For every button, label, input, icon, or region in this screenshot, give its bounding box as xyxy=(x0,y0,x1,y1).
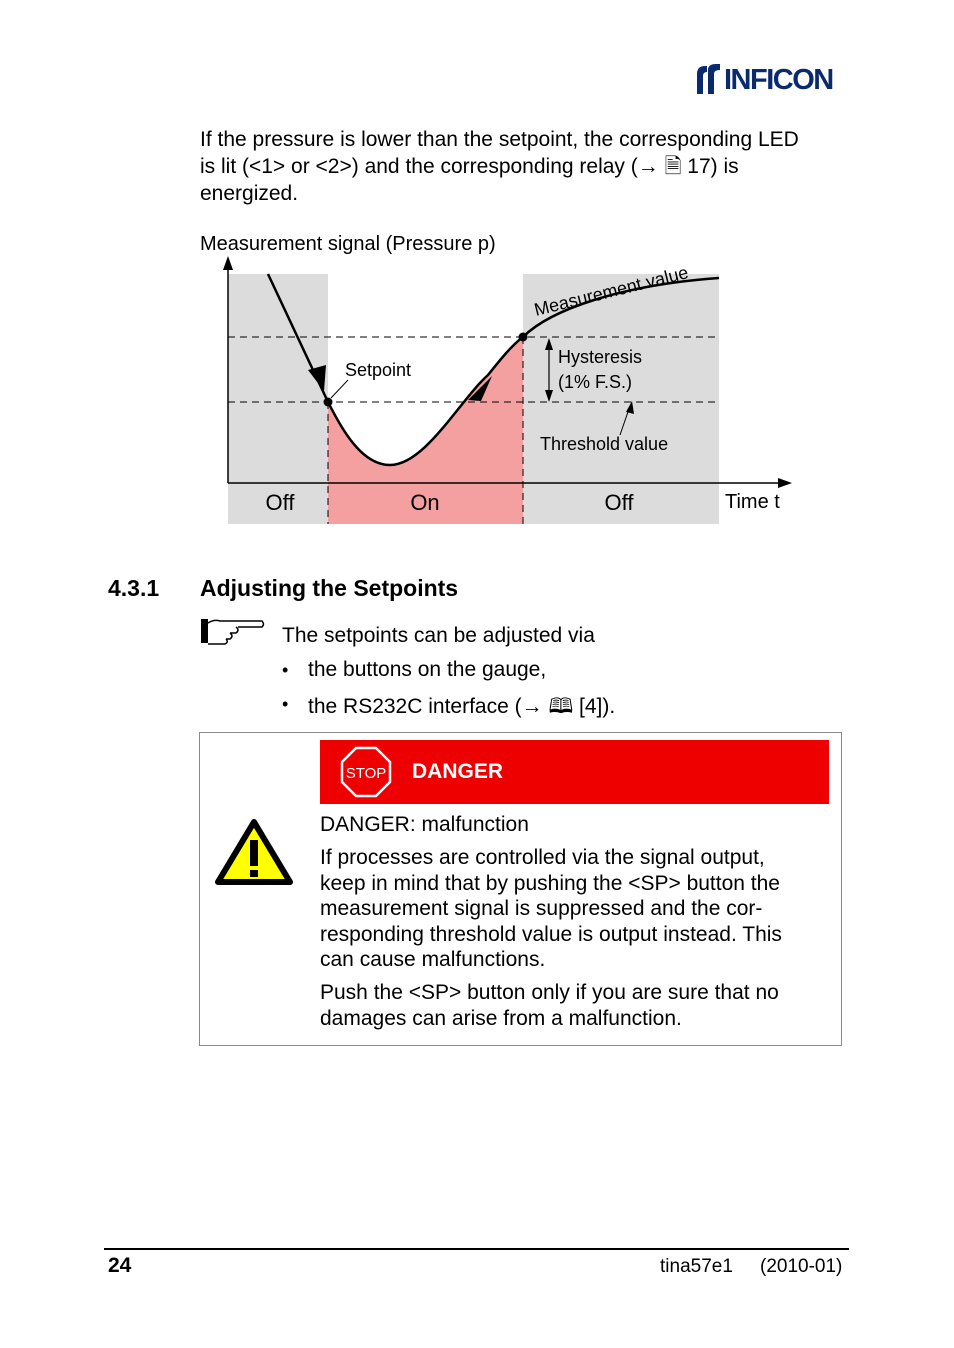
footer-rule xyxy=(104,1248,849,1250)
danger-line: Push the <SP> button only if you are sure that no xyxy=(320,981,779,1004)
warning-triangle-icon xyxy=(214,818,294,886)
setpoint-note: The setpoints can be adjusted via xyxy=(282,624,595,647)
document-id: tina57e1 xyxy=(660,1256,733,1277)
state-on: On xyxy=(410,490,440,515)
intro-paragraph xyxy=(200,126,850,207)
setpoint-leader xyxy=(331,380,348,398)
intro-line: is lit (<1> or <2>) and the corresponding relay (→ 🗎 17) is xyxy=(200,155,739,178)
hysteresis-label: Hysteresis xyxy=(558,347,643,367)
document-date: (2010-01) xyxy=(760,1256,843,1277)
page-number: 24 xyxy=(108,1254,132,1277)
brand-name: INFICON xyxy=(724,64,833,96)
bullet-icon: • xyxy=(282,694,289,714)
threshold-dot xyxy=(519,333,528,342)
danger-line: keep in mind that by pushing the <SP> button the xyxy=(320,871,780,895)
pointing-hand-icon xyxy=(200,617,266,647)
danger-line: responding threshold value is output instead. This xyxy=(320,922,782,946)
off-region-left xyxy=(228,274,328,524)
danger-line: damages can arise from a malfunction. xyxy=(320,1006,682,1030)
danger-line: If processes are controlled via the signal output, xyxy=(320,846,765,869)
chart-y-axis-title: Measurement signal (Pressure p) xyxy=(200,233,496,255)
danger-heading: DANGER: malfunction xyxy=(320,813,529,836)
bullet-item: the RS232C interface (→ 🕮 [4]). xyxy=(308,695,616,718)
setpoint-label: Setpoint xyxy=(345,360,412,380)
threshold-label: Threshold value xyxy=(540,434,669,454)
state-off-right: Off xyxy=(604,490,634,515)
danger-line: measurement signal is suppressed and the cor- xyxy=(320,897,763,920)
bullet-item: the buttons on the gauge, xyxy=(308,658,547,681)
intro-line: If the pressure is lower than the setpoint, the corresponding LED xyxy=(200,128,799,151)
bullet-icon: • xyxy=(282,660,289,680)
danger-line: can cause malfunctions. xyxy=(320,948,546,971)
section-title: Adjusting the Setpoints xyxy=(200,575,459,601)
curve-label: Measurement value xyxy=(532,262,691,320)
setpoint-dot xyxy=(324,398,333,407)
state-off-left: Off xyxy=(265,490,295,515)
danger-paragraph-2 xyxy=(320,980,825,1031)
intro-line: energized. xyxy=(200,182,299,205)
x-axis-arrow-icon xyxy=(778,478,792,488)
setpoint-diagram xyxy=(200,250,810,540)
danger-header xyxy=(320,740,829,804)
stop-sign-text: STOP xyxy=(345,765,387,782)
danger-paragraph-1 xyxy=(320,845,825,973)
stop-sign-icon xyxy=(340,746,392,798)
inficon-logo xyxy=(694,62,846,96)
hysteresis-sublabel: (1% F.S.) xyxy=(558,372,633,392)
y-axis-arrow-icon xyxy=(223,256,233,270)
x-axis-label: Time t xyxy=(725,491,780,513)
danger-label: DANGER xyxy=(412,760,504,783)
inficon-logo-mark-icon xyxy=(694,62,724,96)
section-number: 4.3.1 xyxy=(108,575,160,601)
